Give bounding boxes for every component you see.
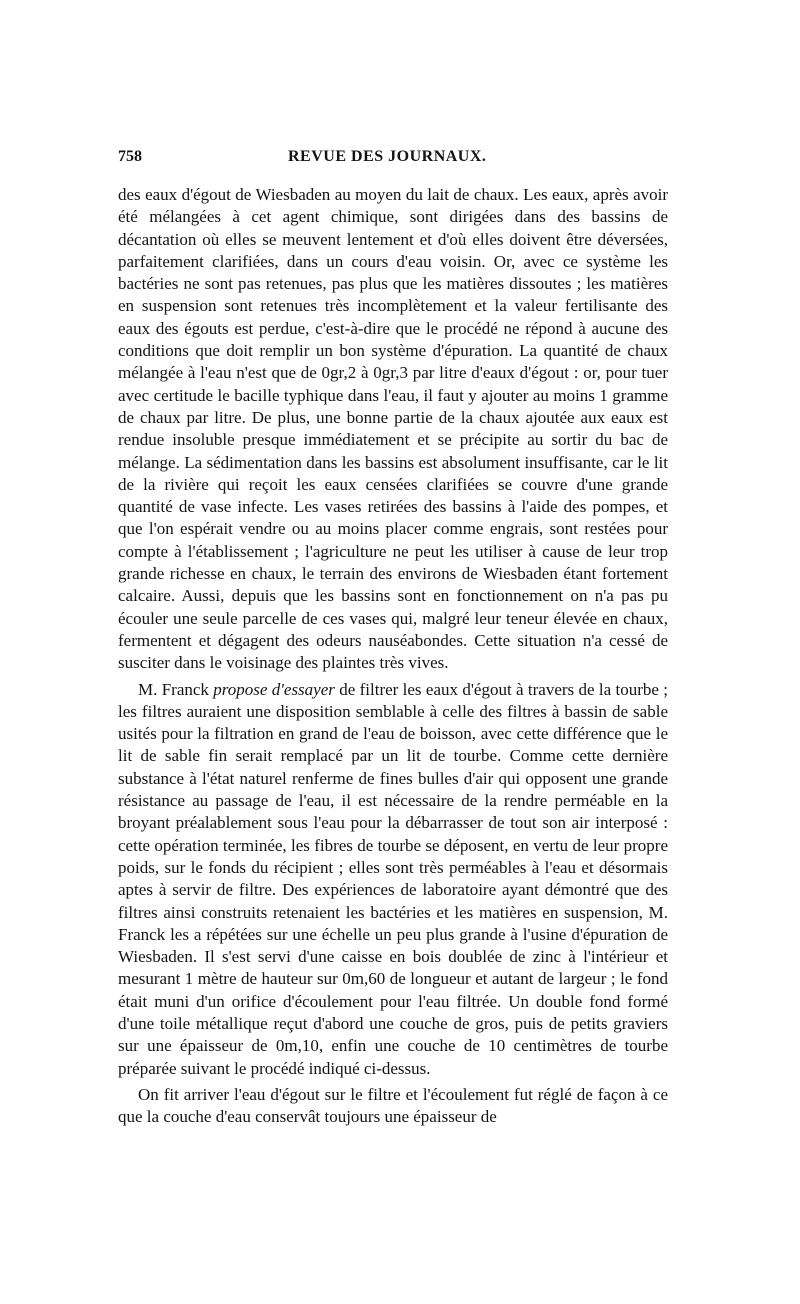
journal-page	[118, 148, 668, 1128]
paragraph-2-opening: M. Franck	[138, 679, 214, 699]
page-number: 758	[118, 148, 142, 165]
body-paragraph-1: des eaux d'égout de Wiesbaden au moyen du lait de chaux. Les eaux, après avoir été mélangées à cet agent chimique, sont dirigées dans des bassins de décantation où elles se meuvent lentement et d'où elles doivent être déversées, parfaitement clarifiées, dans un cours d'eau voisin. Or, avec ce système les bactéries ne sont pas retenues, pas plus que les matières dissoutes ; les matières en suspension sont retenues très incomplètement et la valeur fertilisante des eaux des égouts est perdue, c'est-à-dire que le procédé ne répond à aucune des conditions que doit remplir un bon système d'épuration. La quantité de chaux mélangée à l'eau n'est que de 0gr,2 à 0gr,3 par litre d'eaux d'égout : or, pour tuer avec certitude le bacille typhique dans l'eau, il faut y ajouter au moins 1 gramme de chaux par litre. De plus, une bonne partie de la chaux ajoutée aux eaux est rendue insoluble presque immédiatement et se précipite au sortir du bac de mélange. La sédimentation dans les bassins est absolument insuffisante, car le lit de la rivière qui reçoit les eaux censées clarifiées se couvre d'une grande quantité de vase infecte. Les vases retirées des bassins à l'aide des pompes, et que l'on espérait vendre ou au moins placer comme engrais, sont restées pour compte à l'établissement ; l'agriculture ne peut les utiliser à cause de leur trop grande richesse en chaux, le terrain des environs de Wiesbaden étant fortement calcaire. Aussi, depuis que les bassins sont en fonctionnement on n'a pas pu écouler une seule parcelle de ces vases qui, malgré leur teneur élevée en chaux, fermentent et dégagent des odeurs nauséabondes. Cette situation n'a cessé de susciter dans le voisinage des plaintes très vives.	[118, 185, 668, 673]
running-title: REVUE DES JOURNAUX.	[288, 148, 487, 165]
paragraph-2-emphasis: propose d'essayer	[213, 679, 335, 699]
body-paragraph-3: On fit arriver l'eau d'égout sur le filtre et l'écoulement fut réglé de façon à ce que la couche d'eau conservât toujours une épaisseur de	[118, 1084, 668, 1127]
body-paragraph-2	[118, 679, 668, 1080]
page-header	[118, 148, 668, 178]
paragraph-2-body: de filtrer les eaux d'égout à travers de la tourbe ; les filtres auraient une disposition semblable à celle des filtres à bassin de sable usités pour la filtration en grand de l'eau de boisson, avec cette différence que le lit de sable fin serait remplacé par un lit de tourbe. Comme cette dernière substance à l'état naturel renferme de fines bulles d'air qui opposent une grande résistance au passage de l'eau, il est nécessaire de la rendre perméable en la broyant préalablement sous l'eau pour la débarrasser de tout son air interposé : cette opération terminée, les fibres de tourbe se déposent, en vertu de leur propre poids, sur le fonds du récipient ; elles sont très perméables à l'eau et désormais aptes à servir de filtre. Des expériences de laboratoire ayant démontré que des filtres ainsi construits retenaient les bactéries et les matières en suspension, M. Franck les a répétées sur une échelle un peu plus grande à l'usine d'épuration de Wiesbaden. Il s'est servi d'une caisse en bois doublée de zinc à l'intérieur et mesurant 1 mètre de hauteur sur 0m,60 de longueur et autant de largeur ; le fond était muni d'un orifice d'écoulement pour l'eau filtrée. Un double fond formé d'une toile métallique reçut d'abord une couche de gros, puis de petits graviers sur une épaisseur de 0m,10, enfin une couche de 10 centimètres de tourbe préparée suivant le procédé indiqué ci-dessus.	[118, 679, 668, 1078]
